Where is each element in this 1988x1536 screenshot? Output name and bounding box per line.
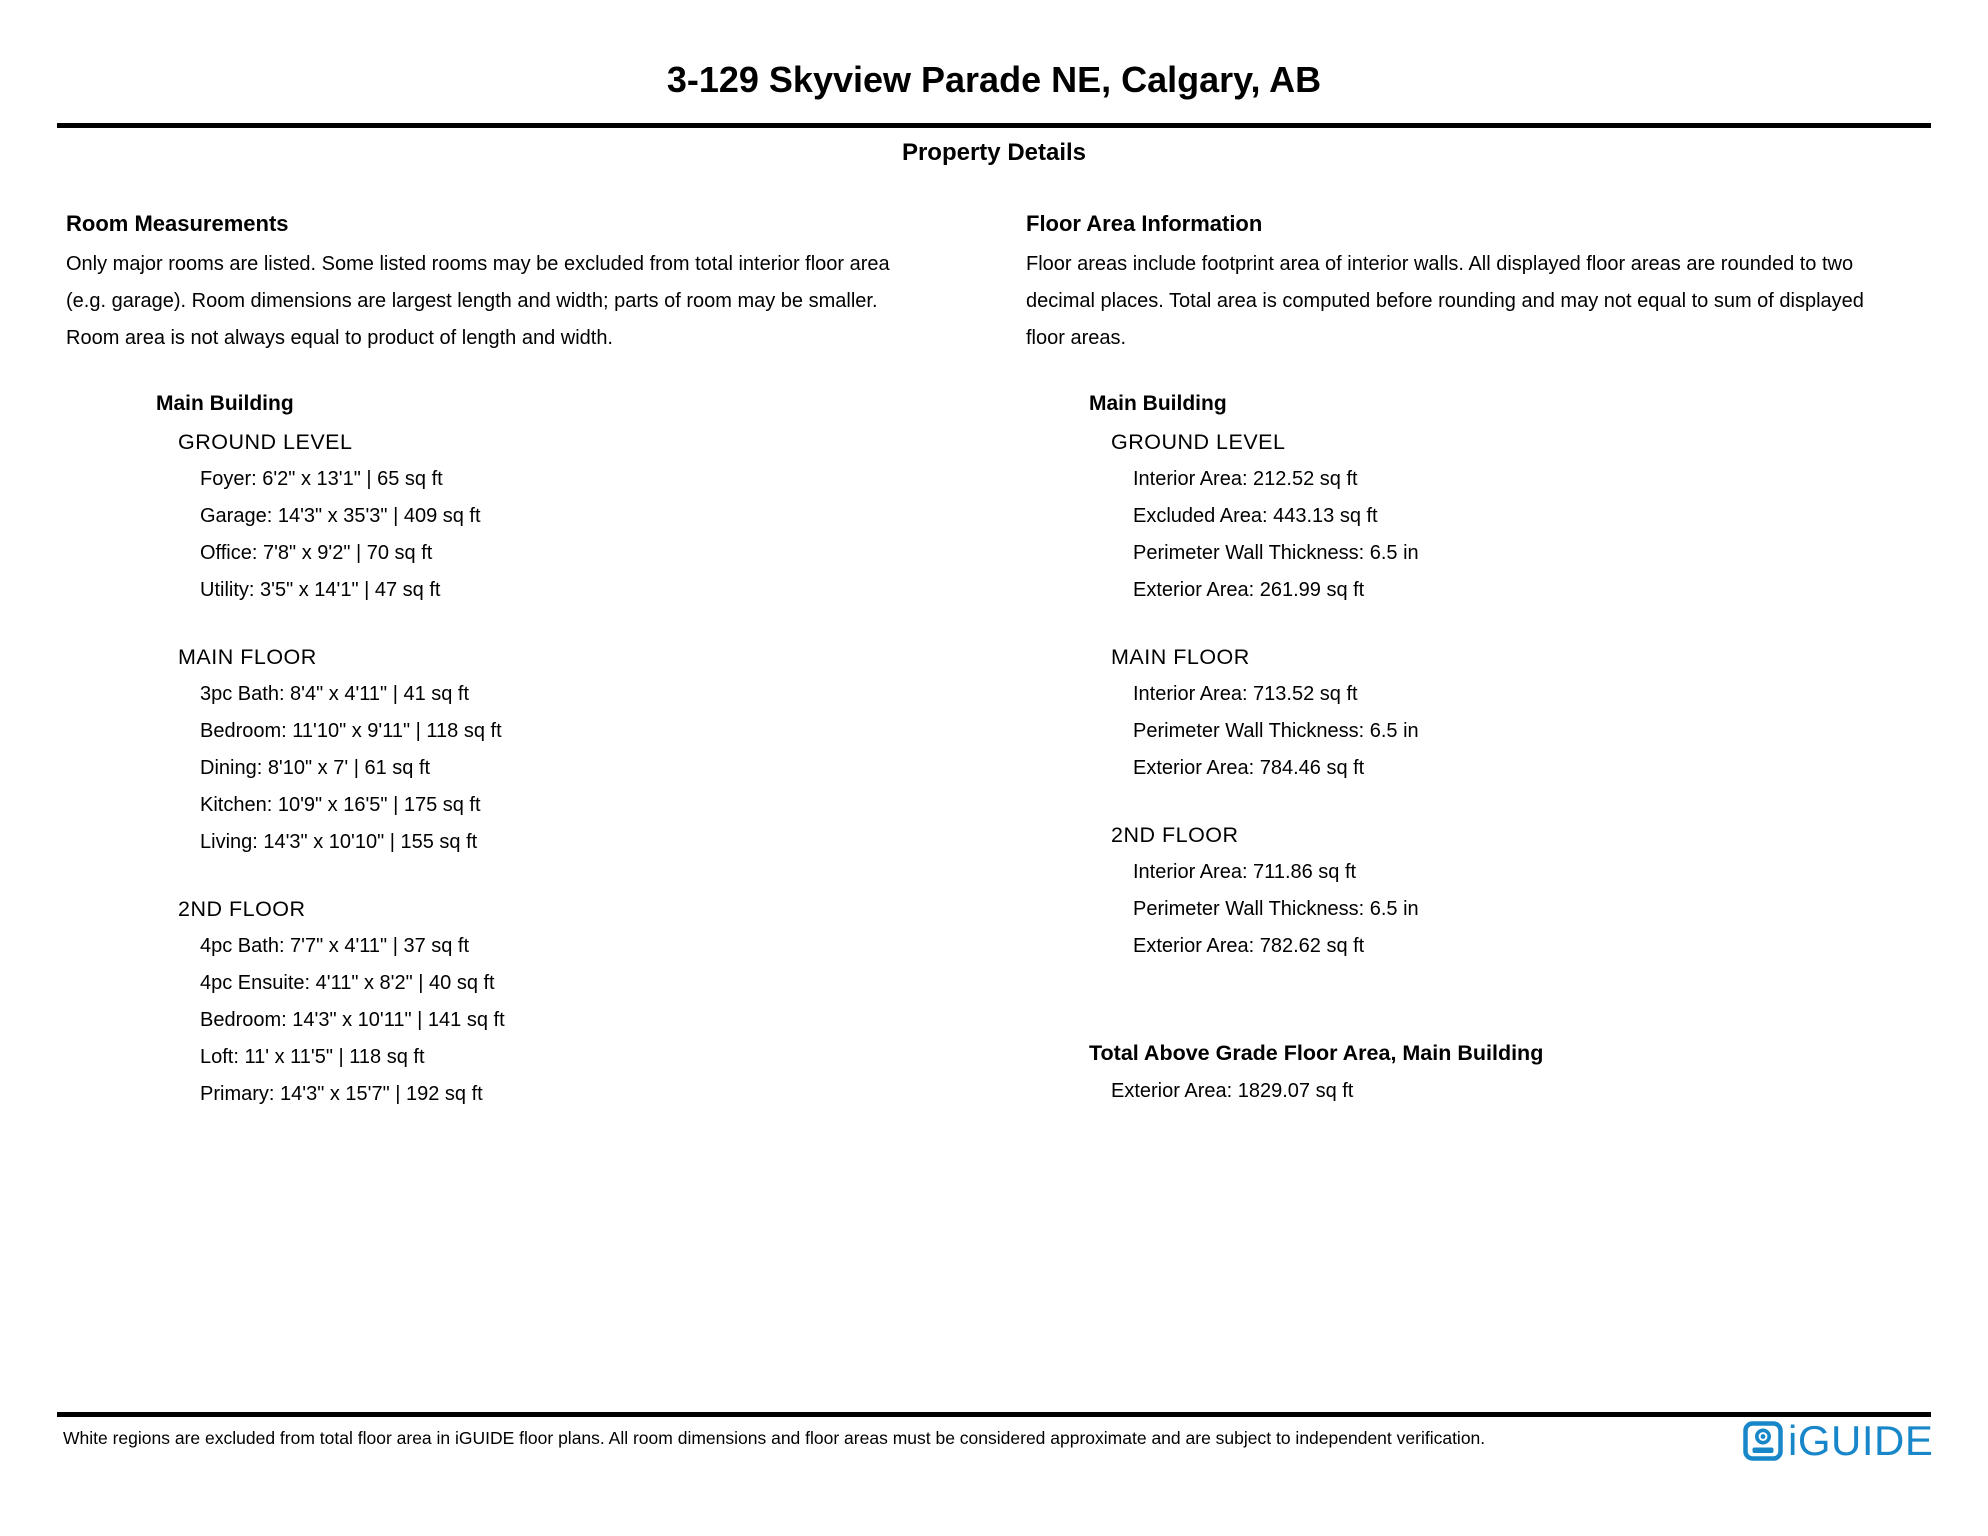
description-line: (e.g. garage). Room dimensions are largest length and width; parts of room may be smaller. xyxy=(66,290,878,312)
room-measurement-line: 4pc Bath: 7'7" x 4'11" | 37 sq ft xyxy=(200,935,470,957)
building-name: Main Building xyxy=(1089,392,1227,415)
room-measurement-line: Primary: 14'3" x 15'7" | 192 sq ft xyxy=(200,1083,483,1105)
room-measurement-line: Garage: 14'3" x 35'3" | 409 sq ft xyxy=(200,505,481,527)
total-floor-area-value: Exterior Area: 1829.07 sq ft xyxy=(1111,1080,1354,1102)
description-line: floor areas. xyxy=(1026,327,1127,349)
iguide-logo xyxy=(1743,1417,1934,1464)
description-line: Room area is not always equal to product of length and width. xyxy=(66,327,613,349)
floor-level-label: 2ND FLOOR xyxy=(178,897,306,921)
room-measurement-line: Bedroom: 14'3" x 10'11" | 141 sq ft xyxy=(200,1009,505,1031)
floor-level-label: GROUND LEVEL xyxy=(1111,430,1286,454)
building-name: Main Building xyxy=(156,392,294,415)
room-measurement-line: 4pc Ensuite: 4'11" x 8'2" | 40 sq ft xyxy=(200,972,495,994)
floor-area-information-section xyxy=(1026,210,1971,1110)
description-line: Only major rooms are listed. Some listed rooms may be excluded from total interior floor area xyxy=(66,253,890,275)
floor-area-floors xyxy=(1026,423,1971,965)
room-measurements-section xyxy=(66,210,1011,1113)
floor-block xyxy=(1026,816,1971,965)
total-floor-area-heading: Total Above Grade Floor Area, Main Building xyxy=(1089,1041,1544,1065)
page-title: 3-129 Skyview Parade NE, Calgary, AB xyxy=(666,59,1322,100)
floor-level-label: 2ND FLOOR xyxy=(1111,823,1239,847)
floor-level-label: MAIN FLOOR xyxy=(1111,645,1250,669)
floor-area-stat-line: Excluded Area: 443.13 sq ft xyxy=(1133,505,1378,527)
iguide-logo-text: iGUIDE xyxy=(1788,1417,1934,1464)
floor-area-stat-line: Interior Area: 711.86 sq ft xyxy=(1133,861,1357,883)
floor-area-heading: Floor Area Information xyxy=(1026,211,1263,236)
floor-block xyxy=(66,423,1011,609)
room-measurements-description xyxy=(66,246,1011,357)
room-measurements-heading: Room Measurements xyxy=(66,211,289,236)
floor-area-description xyxy=(1026,246,1971,357)
room-measurement-line: 3pc Bath: 8'4" x 4'11" | 41 sq ft xyxy=(200,683,470,705)
floor-level-label: MAIN FLOOR xyxy=(178,645,317,669)
room-measurement-line: Loft: 11' x 11'5" | 118 sq ft xyxy=(200,1046,425,1068)
description-line: Floor areas include footprint area of interior walls. All displayed floor areas are rounded to two xyxy=(1026,253,1854,275)
floor-area-stat-line: Interior Area: 713.52 sq ft xyxy=(1133,683,1358,705)
page-subtitle: Property Details xyxy=(901,139,1087,166)
header-divider xyxy=(57,123,1931,128)
floor-level-label: GROUND LEVEL xyxy=(178,430,353,454)
room-measurement-line: Kitchen: 10'9" x 16'5" | 175 sq ft xyxy=(200,794,481,816)
floor-area-stat-line: Perimeter Wall Thickness: 6.5 in xyxy=(1133,542,1419,564)
room-measurement-line: Living: 14'3" x 10'10" | 155 sq ft xyxy=(200,831,478,853)
floor-area-stat-line: Perimeter Wall Thickness: 6.5 in xyxy=(1133,898,1419,920)
footer-divider xyxy=(57,1412,1931,1417)
room-measurement-line: Bedroom: 11'10" x 9'11" | 118 sq ft xyxy=(200,720,502,742)
floor-area-stat-line: Exterior Area: 784.46 sq ft xyxy=(1133,757,1365,779)
disclaimer-text: White regions are excluded from total floor area in iGUIDE floor plans. All room dimensions and floor areas must be considered approximate and are subject to independent verification. xyxy=(63,1428,1486,1448)
floor-area-stat-line: Exterior Area: 782.62 sq ft xyxy=(1133,935,1365,957)
floor-block xyxy=(1026,638,1971,787)
room-measurements-floors xyxy=(66,423,1011,1113)
room-measurement-line: Office: 7'8" x 9'2" | 70 sq ft xyxy=(200,542,433,564)
floor-block xyxy=(1026,423,1971,609)
floor-block xyxy=(66,890,1011,1113)
room-measurement-line: Dining: 8'10" x 7' | 61 sq ft xyxy=(200,757,431,779)
floor-block xyxy=(66,638,1011,861)
floor-area-stat-line: Perimeter Wall Thickness: 6.5 in xyxy=(1133,720,1419,742)
floor-area-stat-line: Exterior Area: 261.99 sq ft xyxy=(1133,579,1365,601)
camera-icon xyxy=(1743,1421,1783,1461)
room-measurement-line: Foyer: 6'2" x 13'1" | 65 sq ft xyxy=(200,468,443,490)
description-line: decimal places. Total area is computed before rounding and may not equal to sum of displayed xyxy=(1026,290,1864,312)
floor-area-stat-line: Interior Area: 212.52 sq ft xyxy=(1133,468,1358,490)
room-measurement-line: Utility: 3'5" x 14'1" | 47 sq ft xyxy=(200,579,441,601)
